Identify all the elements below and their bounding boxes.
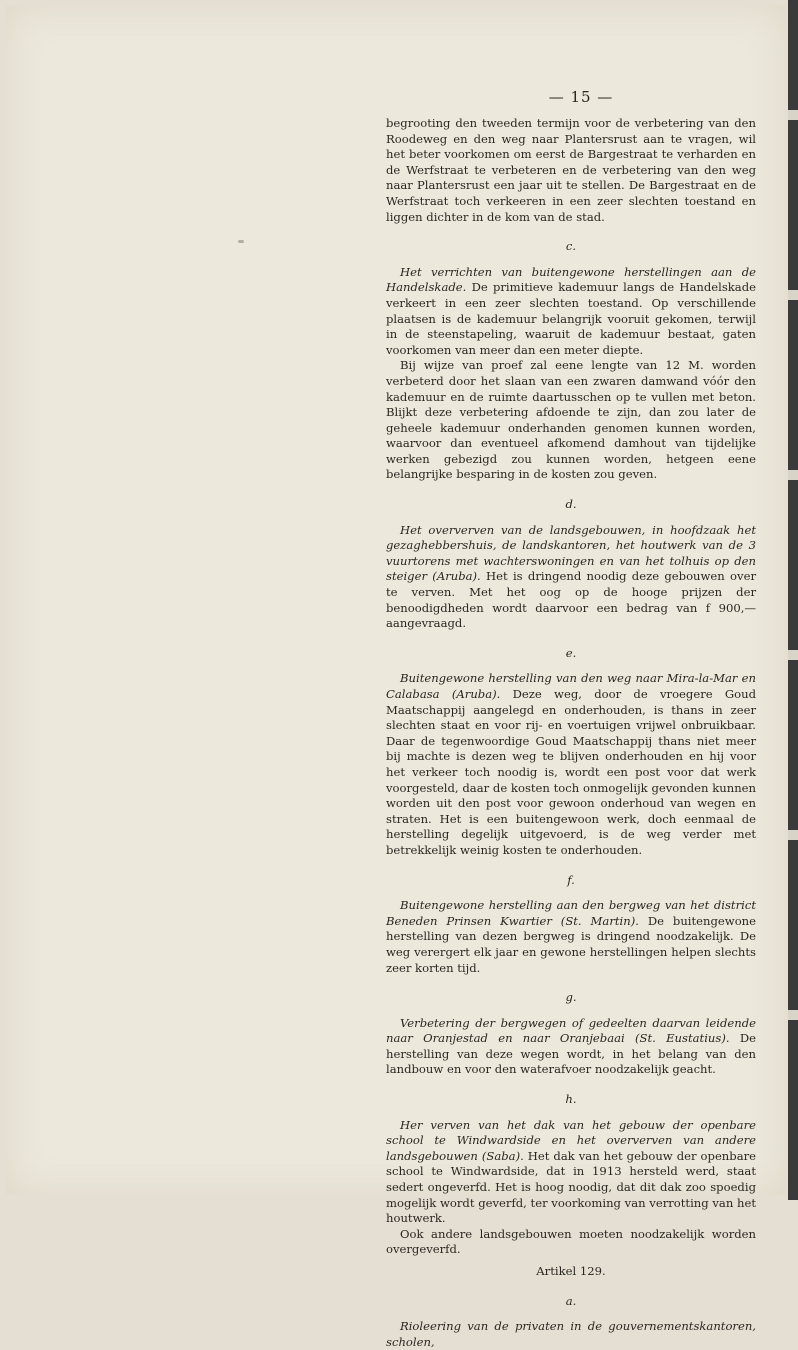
section-e-title: Buitengewone herstelling van den weg naar Mira-la-Mar en Calabasa (Aruba). bbox=[386, 671, 756, 701]
paper-speck bbox=[238, 240, 244, 243]
paragraph-c bbox=[386, 265, 756, 359]
section-letter-f: f. bbox=[567, 872, 575, 887]
section-letter-d: d. bbox=[565, 497, 577, 512]
paragraph-d bbox=[386, 523, 756, 632]
section-c-title: Het verrichten van buitengewone herstellingen aan de Handelskade. bbox=[386, 264, 756, 295]
section-letter-g: g. bbox=[565, 990, 577, 1005]
paragraph-a bbox=[386, 1319, 756, 1350]
paragraph-intro: begrooting den tweeden termijn voor de verbetering van den Roodeweg en den weg naar Plantersrust aan te vragen, wil het beter voorkomen om eerst de Bargestraat te verharden en de Werfstraat te verbeteren en de verbetering van den weg naar Plantersrust een jaar uit te stellen. De Bargestraat en de Werfstraat toch verkeeren in een zeer slechten toestand en liggen dichter in de kom van de stad. bbox=[386, 116, 756, 224]
section-f-title: Buitengewone herstelling aan den bergweg van het district Beneden Prinsen Kwartier (St. Martin). bbox=[386, 898, 756, 928]
section-g-body: De herstelling van deze wegen wordt, in het belang van den landbouw en voor den waterafvoer noodzakelijk geacht. bbox=[386, 1031, 756, 1077]
section-letter-e: e. bbox=[565, 645, 577, 660]
section-e-body: Deze weg, door de vroegere Goud Maatschappij aangelegd en onderhouden, is thans in zeer slechten staat en voor rij- en voertuigen vrijwel onbruikbaar. Daar de tegenwoordige Goud Maatschappij thans niet meer bij machte is dezen weg te blijven onderhouden en hij voor het verkeer toch noodig is, wordt een post voor dat werk voorgesteld, daar de kosten toch onmogelijk gevonden kunnen worden uit den post voor gewoon onderhoud van wegen en straten. Het is een buitengewoon werk, doch eenmaal de herstelling degelijk uitgevoerd, is de weg verder met betrekkelijk weinig kosten te onderhouden. bbox=[386, 687, 757, 857]
artikel-heading: Artikel 129. bbox=[536, 1264, 606, 1278]
edge-notch bbox=[788, 1010, 798, 1020]
edge-notch bbox=[788, 470, 798, 480]
section-h-title: Her verven van het dak van het gebouw der openbare school te Windwardside en het oververven van andere landsgebouwen (Saba). bbox=[386, 1117, 756, 1163]
paragraph-h2: Ook andere landsgebouwen moeten noodzakelijk worden overgeverfd. bbox=[386, 1226, 756, 1257]
edge-notch bbox=[788, 650, 798, 660]
paragraph-f bbox=[386, 898, 756, 976]
paragraph-c2: Bij wijze van proef zal eene lengte van 12 M. worden verbeterd door het slaan van een zwaren damwand vóór den kademuur en de ruimte daartusschen op te vullen met beton. Blijkt deze verbetering afdoende te zijn, dan zou later de geheele kademuur onderhanden genomen kunnen worden, waarvoor dan eventueel afkomend damhout van tijdelijke werken gebezigd zou kunnen worden, hetgeen eene belangrijke besparing in de kosten zou geven. bbox=[386, 358, 756, 482]
paragraph-g bbox=[386, 1016, 756, 1078]
paragraph-h bbox=[386, 1118, 756, 1227]
section-h-body: Het dak van het gebouw der openbare school te Windwardside, dat in 1913 hersteld werd, staat sedert ongeverfd. Het is hoog noodig, dat dit dak zoo spoedig mogelijk wordt geverfd, ter voorkoming van verrotting van het houtwerk. bbox=[386, 1148, 757, 1226]
section-d-body: Het is dringend noodig deze gebouwen over te verven. Met het oog op de hooge prijzen der benoodigdheden wordt daarvoor een bedrag van f 900,— aangevraagd. bbox=[386, 569, 756, 631]
section-g-title: Verbetering der bergwegen of gedeelten daarvan leidende naar Oranjestad en naar Oranjebaai (St. Eustatius). bbox=[386, 1015, 756, 1046]
text-column bbox=[386, 116, 756, 1350]
section-d-title: Het oververven van de landsgebouwen, in hoofdzaak het gezaghebbershuis, de landskantoren, het houtwerk van de 3 vuurtorens met wachterswoningen en van het tolhuis op den steiger (Aruba). bbox=[386, 522, 756, 584]
section-letter-c: c. bbox=[565, 239, 577, 254]
page-edge-strip bbox=[788, 0, 798, 1200]
edge-notch bbox=[788, 110, 798, 120]
page-number: — 15 — bbox=[548, 88, 614, 106]
section-f-body: De buitengewone herstelling van dezen bergweg is dringend noodzakelijk. De weg verergert elk jaar en gewone herstellingen helpen slechts zeer korten tijd. bbox=[386, 913, 756, 975]
paragraph-e bbox=[386, 671, 756, 858]
section-c-body: De primitieve kademuur langs de Handelskade verkeert in een zeer slechten toestand. Op verschillende plaatsen is de kademuur belangrijk vooruit gekomen, terwijl in de steenstapeling, waaruit de kademuur bestaat, gaten voorkomen van meer dan een meter diepte. bbox=[386, 280, 756, 357]
section-a-title: Rioleering van de privaten in de gouvernementskantoren, scholen, bbox=[386, 1319, 756, 1349]
section-letter-h: h. bbox=[565, 1092, 577, 1107]
section-letter-a: a. bbox=[565, 1293, 577, 1308]
edge-notch bbox=[788, 830, 798, 840]
edge-notch bbox=[788, 290, 798, 300]
